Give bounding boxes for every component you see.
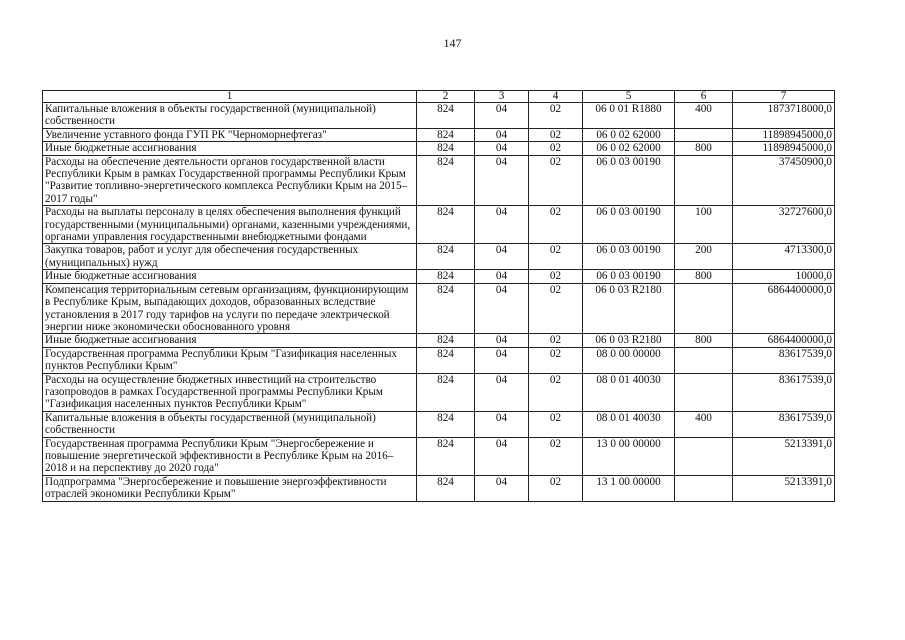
table-row [43, 142, 835, 155]
row-amount-cell: 10000,0 [733, 270, 835, 283]
row-admin-code-cell: 824 [417, 128, 475, 141]
page-number: 147 [443, 36, 462, 50]
row-subsection-cell: 02 [529, 155, 583, 206]
row-section-cell: 04 [475, 244, 529, 270]
row-amount-cell: 37450900,0 [733, 155, 835, 206]
row-admin-code-cell: 824 [417, 103, 475, 129]
row-target-code-cell: 06 0 01 R1880 [583, 103, 675, 129]
table-row [43, 334, 835, 347]
row-name-cell: Государственная программа Республики Крым "Энергосбережение и повышение энергетической эффективности в Республике Крым на 2016–2018 и на перспективу до 2020 года" [43, 437, 417, 475]
row-subsection-cell: 02 [529, 437, 583, 475]
table-row [43, 373, 835, 411]
row-amount-cell: 11898945000,0 [733, 142, 835, 155]
row-section-cell: 04 [475, 475, 529, 501]
row-section-cell: 04 [475, 373, 529, 411]
row-amount-cell: 83617539,0 [733, 411, 835, 437]
row-subsection-cell: 02 [529, 347, 583, 373]
row-amount-cell: 4713300,0 [733, 244, 835, 270]
row-subsection-cell: 02 [529, 475, 583, 501]
row-expense-type-cell [675, 373, 733, 411]
row-name-cell: Государственная программа Республики Крым "Газификация населенных пунктов Республики Крым" [43, 347, 417, 373]
row-name-cell: Компенсация территориальным сетевым организациям, функционирующим в Республике Крым, выпадающих доходов, образованных вследствие установления в 2017 году тарифов на услуги по передаче электрической энергии ниже экономически обоснованного уровня [43, 283, 417, 334]
row-name-cell: Подпрограмма "Энергосбережение и повышение энергоэффективности отраслей экономики Республики Крым" [43, 475, 417, 501]
row-section-cell: 04 [475, 411, 529, 437]
row-target-code-cell: 06 0 02 62000 [583, 128, 675, 141]
column-header: 1 [43, 91, 417, 103]
row-section-cell: 04 [475, 103, 529, 129]
row-amount-cell: 83617539,0 [733, 347, 835, 373]
row-expense-type-cell: 100 [675, 206, 733, 244]
row-section-cell: 04 [475, 142, 529, 155]
row-admin-code-cell: 824 [417, 347, 475, 373]
row-subsection-cell: 02 [529, 270, 583, 283]
row-expense-type-cell [675, 347, 733, 373]
table-row [43, 206, 835, 244]
budget-table [42, 90, 835, 502]
column-header: 3 [475, 91, 529, 103]
row-amount-cell: 32727600,0 [733, 206, 835, 244]
column-header: 6 [675, 91, 733, 103]
table-row [43, 347, 835, 373]
row-admin-code-cell: 824 [417, 270, 475, 283]
row-admin-code-cell: 824 [417, 142, 475, 155]
row-admin-code-cell: 824 [417, 475, 475, 501]
table-row [43, 283, 835, 334]
table-row [43, 103, 835, 129]
row-section-cell: 04 [475, 155, 529, 206]
row-expense-type-cell: 400 [675, 411, 733, 437]
row-expense-type-cell: 800 [675, 142, 733, 155]
row-expense-type-cell: 400 [675, 103, 733, 129]
row-subsection-cell: 02 [529, 206, 583, 244]
row-name-cell: Иные бюджетные ассигнования [43, 270, 417, 283]
row-target-code-cell: 06 0 02 62000 [583, 142, 675, 155]
table-row [43, 411, 835, 437]
row-admin-code-cell: 824 [417, 244, 475, 270]
row-name-cell: Закупка товаров, работ и услуг для обеспечения государственных (муниципальных) нужд [43, 244, 417, 270]
row-amount-cell: 6864400000,0 [733, 334, 835, 347]
table-header-row [43, 91, 835, 103]
row-section-cell: 04 [475, 206, 529, 244]
row-section-cell: 04 [475, 283, 529, 334]
row-target-code-cell: 08 0 00 00000 [583, 347, 675, 373]
row-name-cell: Иные бюджетные ассигнования [43, 334, 417, 347]
row-target-code-cell: 13 1 00 00000 [583, 475, 675, 501]
row-subsection-cell: 02 [529, 142, 583, 155]
row-amount-cell: 5213391,0 [733, 475, 835, 501]
row-subsection-cell: 02 [529, 411, 583, 437]
table-row [43, 244, 835, 270]
row-admin-code-cell: 824 [417, 155, 475, 206]
row-expense-type-cell: 200 [675, 244, 733, 270]
table-row [43, 155, 835, 206]
row-subsection-cell: 02 [529, 103, 583, 129]
table-row [43, 437, 835, 475]
row-target-code-cell: 08 0 01 40030 [583, 411, 675, 437]
row-section-cell: 04 [475, 128, 529, 141]
row-subsection-cell: 02 [529, 334, 583, 347]
column-header: 4 [529, 91, 583, 103]
row-expense-type-cell [675, 128, 733, 141]
row-amount-cell: 5213391,0 [733, 437, 835, 475]
row-admin-code-cell: 824 [417, 411, 475, 437]
column-header: 5 [583, 91, 675, 103]
row-target-code-cell: 06 0 03 00190 [583, 206, 675, 244]
row-target-code-cell: 06 0 03 R2180 [583, 334, 675, 347]
row-amount-cell: 1873718000,0 [733, 103, 835, 129]
row-expense-type-cell [675, 475, 733, 501]
row-target-code-cell: 13 0 00 00000 [583, 437, 675, 475]
row-subsection-cell: 02 [529, 128, 583, 141]
column-header: 7 [733, 91, 835, 103]
table-row [43, 270, 835, 283]
row-section-cell: 04 [475, 334, 529, 347]
row-target-code-cell: 06 0 03 00190 [583, 270, 675, 283]
row-expense-type-cell: 800 [675, 270, 733, 283]
row-section-cell: 04 [475, 347, 529, 373]
row-admin-code-cell: 824 [417, 283, 475, 334]
row-name-cell: Расходы на осуществление бюджетных инвестиций на строительство газопроводов в рамках Государственной программы Республики Крым "Газификация населенных пунктов Республики Крым" [43, 373, 417, 411]
row-target-code-cell: 06 0 03 00190 [583, 244, 675, 270]
row-admin-code-cell: 824 [417, 437, 475, 475]
row-admin-code-cell: 824 [417, 206, 475, 244]
row-section-cell: 04 [475, 270, 529, 283]
row-name-cell: Расходы на выплаты персоналу в целях обеспечения выполнения функций государственными (муниципальными) органами, казенными учреждениями, органами управления государственными внебюджетными фондами [43, 206, 417, 244]
row-expense-type-cell [675, 437, 733, 475]
row-section-cell: 04 [475, 437, 529, 475]
row-subsection-cell: 02 [529, 244, 583, 270]
table-row [43, 475, 835, 501]
row-subsection-cell: 02 [529, 283, 583, 334]
row-subsection-cell: 02 [529, 373, 583, 411]
row-expense-type-cell: 800 [675, 334, 733, 347]
table-body [43, 103, 835, 502]
table-row [43, 128, 835, 141]
row-amount-cell: 6864400000,0 [733, 283, 835, 334]
row-target-code-cell: 06 0 03 R2180 [583, 283, 675, 334]
row-expense-type-cell [675, 155, 733, 206]
row-admin-code-cell: 824 [417, 334, 475, 347]
row-name-cell: Иные бюджетные ассигнования [43, 142, 417, 155]
row-name-cell: Капитальные вложения в объекты государственной (муниципальной) собственности [43, 411, 417, 437]
row-target-code-cell: 06 0 03 00190 [583, 155, 675, 206]
row-amount-cell: 83617539,0 [733, 373, 835, 411]
row-name-cell: Расходы на обеспечение деятельности органов государственной власти Республики Крым в рамках Государственной программы Республики Крым "Развитие топливно-энергетического комплекса Республики Крым на 2015–2017 годы" [43, 155, 417, 206]
row-amount-cell: 11898945000,0 [733, 128, 835, 141]
row-name-cell: Увеличение уставного фонда ГУП РК "Черноморнефтегаз" [43, 128, 417, 141]
row-expense-type-cell [675, 283, 733, 334]
row-target-code-cell: 08 0 01 40030 [583, 373, 675, 411]
column-header: 2 [417, 91, 475, 103]
row-admin-code-cell: 824 [417, 373, 475, 411]
row-name-cell: Капитальные вложения в объекты государственной (муниципальной) собственности [43, 103, 417, 129]
